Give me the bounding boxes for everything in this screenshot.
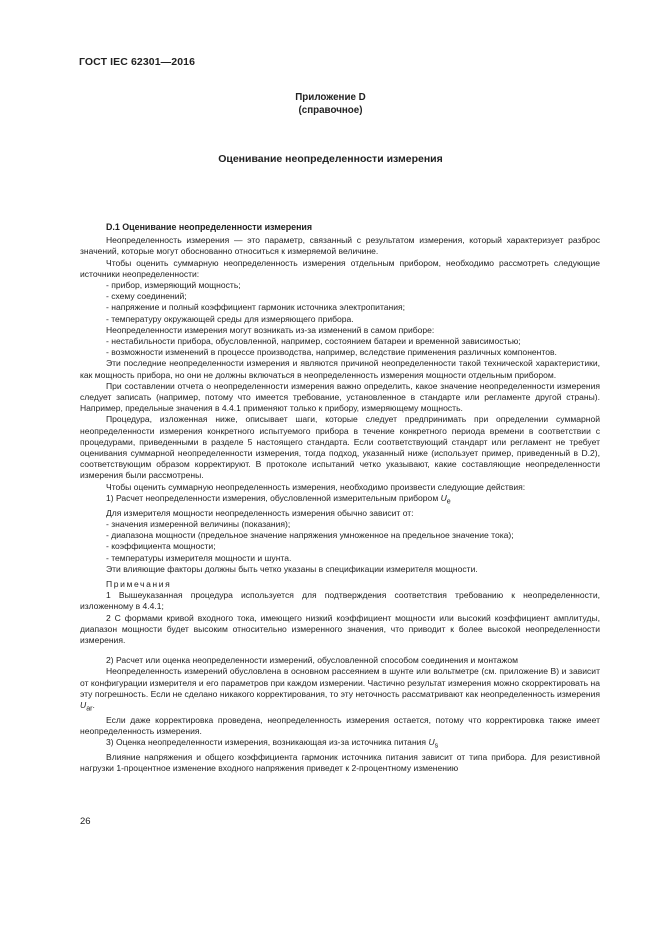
note: 2 С формами кривой входного тока, имеющего низкий коэффициент мощности или высокий коэффициент амплитуды, диапазон мощности будет высоким относительно измеренного значения, что приводит к более высокой неопределенности измерения. <box>80 612 600 646</box>
paragraph: Эти влияющие факторы должны быть четко указаны в спецификации измерителя мощности. <box>106 563 478 574</box>
note: 1 Вышеуказанная процедура используется для подтверждения соответствия требованию к неопределенности, изложенному в 4.4.1; <box>80 590 600 612</box>
main-title: Оценивание неопределенности измерения <box>218 153 443 165</box>
symbol-u: U <box>428 737 435 748</box>
paragraph <box>80 666 600 715</box>
paragraph: Эти последние неопределенности измерения и являются причиной неопределенности такой технической характеристики, как мощность прибора, но они не должны включаться в неопределенность измерения мощности отдельным прибором. <box>80 358 600 380</box>
paragraph: Процедура, изложенная ниже, описывает шаги, которые следует предпринимать при определении суммарной неопределенности измерения конкретного испытуемого прибора в течение конкретного периода времени в соответствии с процедурами, приведенными в разделе 5 настоящего стандарта. Если соответствующий стандарт или регламент не требует оценивания суммарной неопределенности измерения, тогда подход, указанный ниже (использует пример, приведенный в D.2), соответствующим образом корректируют. В протоколе испытаний четко указывают, какие составляющие неопределенности измерения были рассмотрены. <box>80 414 600 481</box>
symbol-subscript: ar <box>86 704 93 713</box>
section-heading: D.1 Оценивание неопределенности измерения <box>106 222 313 232</box>
paragraph: Чтобы оценить суммарную неопределенность измерения отдельным прибором, необходимо рассмотреть следующие источники неопределенности: <box>80 257 600 279</box>
paragraph: Для измерителя мощности неопределенность измерения обычно зависит от: <box>106 507 414 518</box>
document-body <box>80 222 600 775</box>
list-item: - диапазона мощности (предельное значение напряжения умноженное на предельное значение тока); <box>106 530 514 541</box>
step-1-text: 1) Расчет неопределенности измерения, обусловленной измерительным прибором <box>106 492 441 503</box>
page-number: 26 <box>80 816 91 827</box>
list-item: - возможности изменений в процессе производства, например, вследствие применения различных компонентов. <box>106 347 557 358</box>
step-1-heading <box>80 493 600 508</box>
list-item: - схему соединений; <box>106 291 187 302</box>
list-item: - значения измеренной величины (показания); <box>106 518 291 529</box>
step-2-heading: 2) Расчет или оценка неопределенности измерений, обусловленной способом соединения и монтажом <box>106 655 518 666</box>
annex-title: Приложение D <box>295 92 366 103</box>
paragraph-end: . <box>92 700 95 711</box>
symbol-u: U <box>440 492 447 503</box>
list-item: - температуру окружающей среды для измеряющего прибора. <box>106 313 354 324</box>
annex-heading <box>0 92 661 117</box>
annex-subtitle: (справочное) <box>298 104 363 116</box>
step-3-text: 3) Оценка неопределенности измерения, возникающая из-за источника питания <box>106 737 429 748</box>
list-item: - напряжение и полный коэффициент гармоник источника электропитания; <box>106 302 406 313</box>
paragraph: Влияние напряжения и общего коэффициента гармоник источника питания зависит от типа прибора. Для резистивной нагрузки 1-процентное изменение входного напряжения приведет к 2-процентному изменению <box>80 752 600 774</box>
symbol-subscript: e <box>446 497 451 506</box>
step-3-heading <box>80 737 600 752</box>
paragraph: Если даже корректировка проведена, неопределенность измерения остается, потому что корректировка также имеет неопределенность измерения. <box>80 714 600 737</box>
list-item: - коэффициента мощности; <box>106 541 216 552</box>
paragraph: При составлении отчета о неопределенности измерения важно определить, какое значение неопределенности измерения следует записать (например, потому что имеется требование, установленное в стандарте или регламенте другой страны). Например, предельные значения в 4.4.1 применяют только к прибору, измеряющему мощность. <box>80 380 600 414</box>
notes-heading: Примечания <box>106 579 172 589</box>
paragraph: Чтобы оценить суммарную неопределенность измерения, необходимо произвести следующие действия: <box>106 481 526 492</box>
list-item: - температуры измерителя мощности и шунта. <box>106 552 292 563</box>
list-item: - нестабильности прибора, обусловленной, например, состоянием батареи и временной зависимостью; <box>106 336 521 347</box>
list-item: - прибор, измеряющий мощность; <box>106 280 241 291</box>
paragraph: Неопределенность измерения — это параметр, связанный с результатом измерения, который характеризует разброс значений, которые могут обоснованно относиться к измеряемой величине. <box>80 235 600 257</box>
document-code: ГОСТ IEC 62301—2016 <box>79 56 196 68</box>
paragraph-text: Неопределенность измерений обусловлена в основном рассеянием в шунте или вольтметре (см. приложение B) и зависит от конфигурации измерителя и его параметров при каждом измерении. Частично результат измерения можно скорректировать на эту погрешность. Если не сделано никакого корректирования, то эту неточность рассматривают как неопределенность измерения <box>80 666 600 699</box>
symbol-u: U <box>80 700 87 711</box>
symbol-subscript: s <box>434 742 439 751</box>
paragraph: Неопределенности измерения могут возникать из-за изменений в самом приборе: <box>106 324 435 335</box>
